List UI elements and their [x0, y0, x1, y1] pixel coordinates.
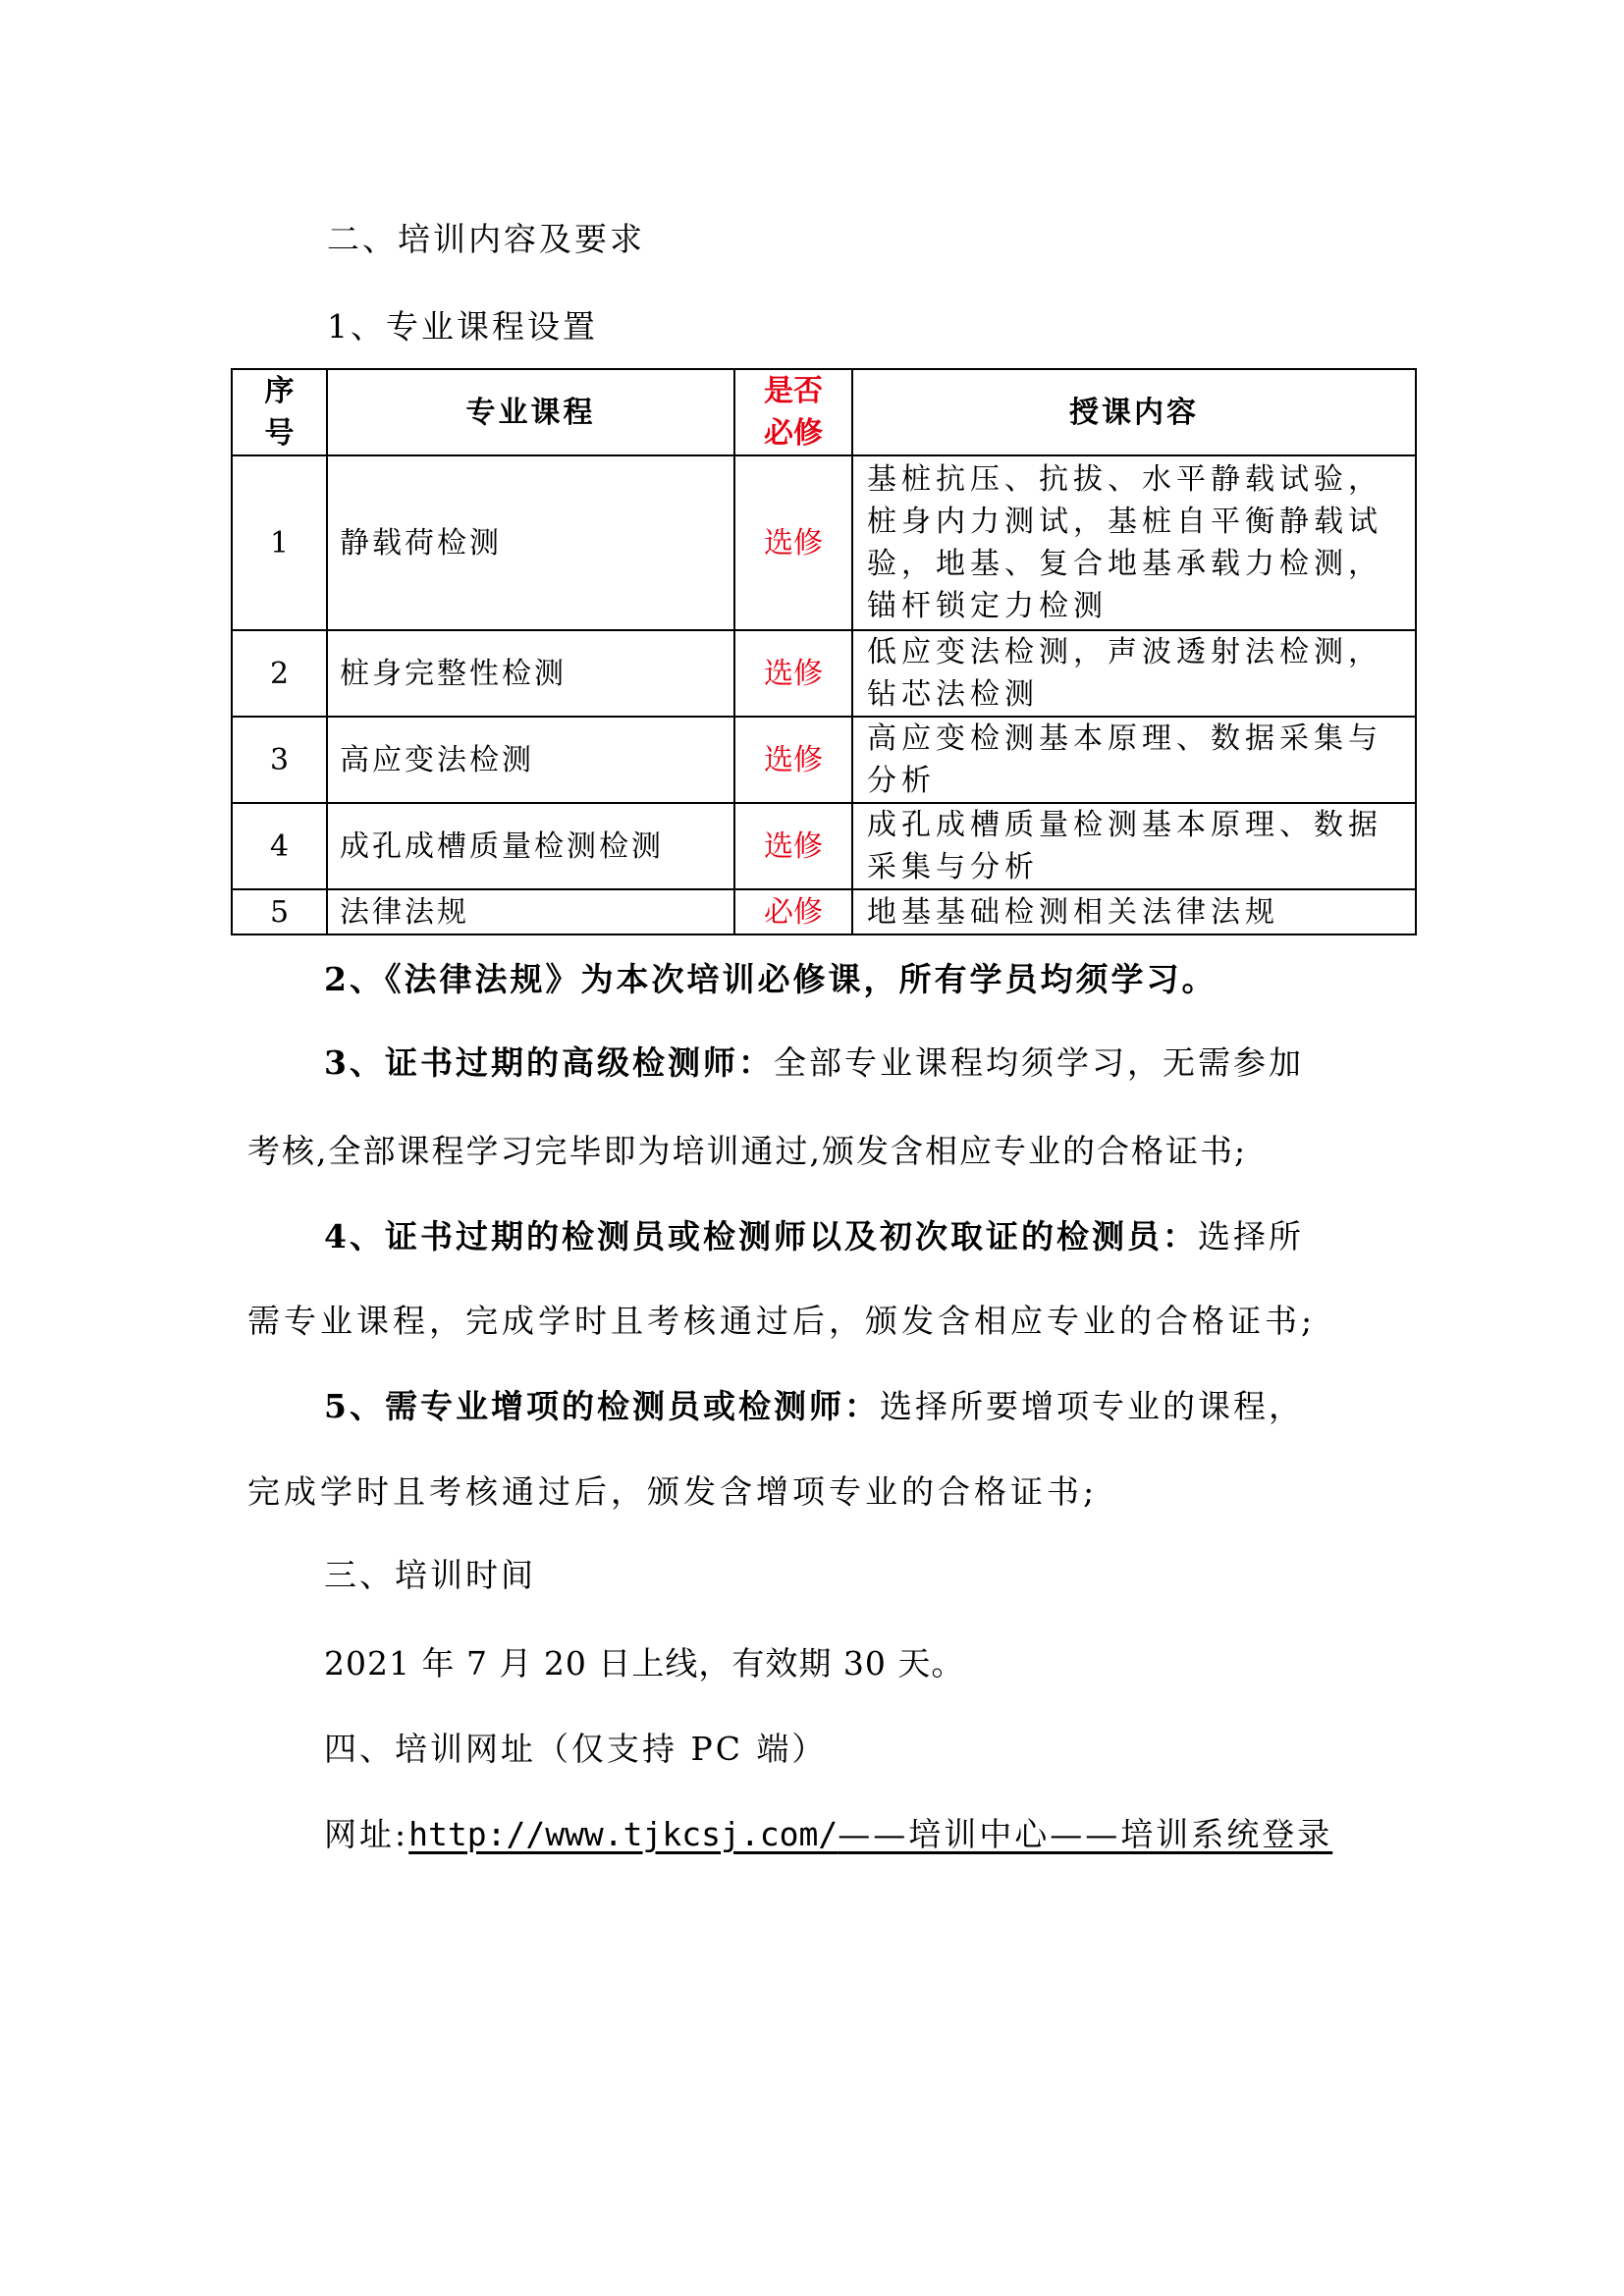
note-4-line2: 需专业课程，完成学时且考核通过后，颁发含相应专业的合格证书; — [247, 1302, 1317, 1340]
note-5-line2: 完成学时且考核通过后，颁发含增项专业的合格证书; — [247, 1472, 1099, 1511]
row-course: 高应变法检测 — [327, 717, 734, 803]
row-no: 2 — [232, 630, 327, 717]
url-label: 网址: — [324, 1815, 409, 1853]
row-no: 1 — [232, 455, 327, 630]
row-content: 高应变检测基本原理、数据采集与分析 — [852, 717, 1416, 803]
subheading-course-setup: 1、专业课程设置 — [327, 307, 598, 346]
row-required: 选修 — [734, 717, 852, 803]
row-required: 选修 — [734, 803, 852, 889]
training-url-path[interactable]: ——培训中心——培训系统登录 — [838, 1815, 1333, 1853]
table-row — [232, 717, 1416, 803]
note-3-text: 全部专业课程均须学习，无需参加 — [773, 1043, 1304, 1082]
table-row — [232, 630, 1416, 717]
note-4-text: 选择所 — [1197, 1217, 1304, 1255]
header-content: 授课内容 — [852, 369, 1416, 455]
row-no: 5 — [232, 889, 327, 934]
note-4-line1 — [324, 1215, 1304, 1258]
header-required: 是否必修 — [734, 369, 852, 455]
section-heading-training-time: 三、培训时间 — [324, 1556, 536, 1594]
row-course: 静载荷检测 — [327, 455, 734, 630]
section-heading-training-url: 四、培训网址（仅支持 PC 端） — [324, 1730, 828, 1768]
row-course: 法律法规 — [327, 889, 734, 934]
row-content: 低应变法检测，声波透射法检测，钻芯法检测 — [852, 630, 1416, 717]
row-content: 基桩抗压、抗拔、水平静载试验，桩身内力测试，基桩自平衡静载试验，地基、复合地基承载力检测，锚杆锁定力检测 — [852, 455, 1416, 630]
training-url-line — [324, 1813, 1332, 1856]
table-row — [232, 803, 1416, 889]
note-5-text: 选择所要增项专业的课程， — [879, 1387, 1304, 1425]
table-row — [232, 455, 1416, 630]
note-3-line1 — [324, 1041, 1304, 1085]
row-course: 桩身完整性检测 — [327, 630, 734, 717]
row-required: 选修 — [734, 455, 852, 630]
row-no: 4 — [232, 803, 327, 889]
section-heading-training-content: 二、培训内容及要求 — [327, 220, 645, 258]
row-required: 必修 — [734, 889, 852, 934]
row-no: 3 — [232, 717, 327, 803]
table-header-row — [232, 369, 1416, 455]
table-row — [232, 889, 1416, 934]
row-required: 选修 — [734, 630, 852, 717]
training-url-link[interactable]: http://www.tjkcsj.com/ — [408, 1815, 839, 1853]
note-5-label: 5、需专业增项的检测员或检测师： — [324, 1387, 880, 1425]
note-4-label: 4、证书过期的检测员或检测师以及初次取证的检测员： — [324, 1217, 1198, 1255]
note-3-line2: 考核,全部课程学习完毕即为培训通过,颁发含相应专业的合格证书; — [247, 1132, 1248, 1170]
course-table — [231, 368, 1417, 935]
row-course: 成孔成槽质量检测检测 — [327, 803, 734, 889]
note-5-line1 — [324, 1385, 1304, 1428]
note-2: 2、《法律法规》为本次培训必修课，所有学员均须学习。 — [324, 960, 1218, 998]
row-content: 成孔成槽质量检测基本原理、数据采集与分析 — [852, 803, 1416, 889]
note-3-label: 3、证书过期的高级检测师： — [324, 1043, 774, 1082]
header-no: 序号 — [232, 369, 327, 455]
row-content: 地基基础检测相关法律法规 — [852, 889, 1416, 934]
header-course: 专业课程 — [327, 369, 734, 455]
training-time-text: 2021 年 7 月 20 日上线，有效期 30 天。 — [324, 1644, 965, 1682]
